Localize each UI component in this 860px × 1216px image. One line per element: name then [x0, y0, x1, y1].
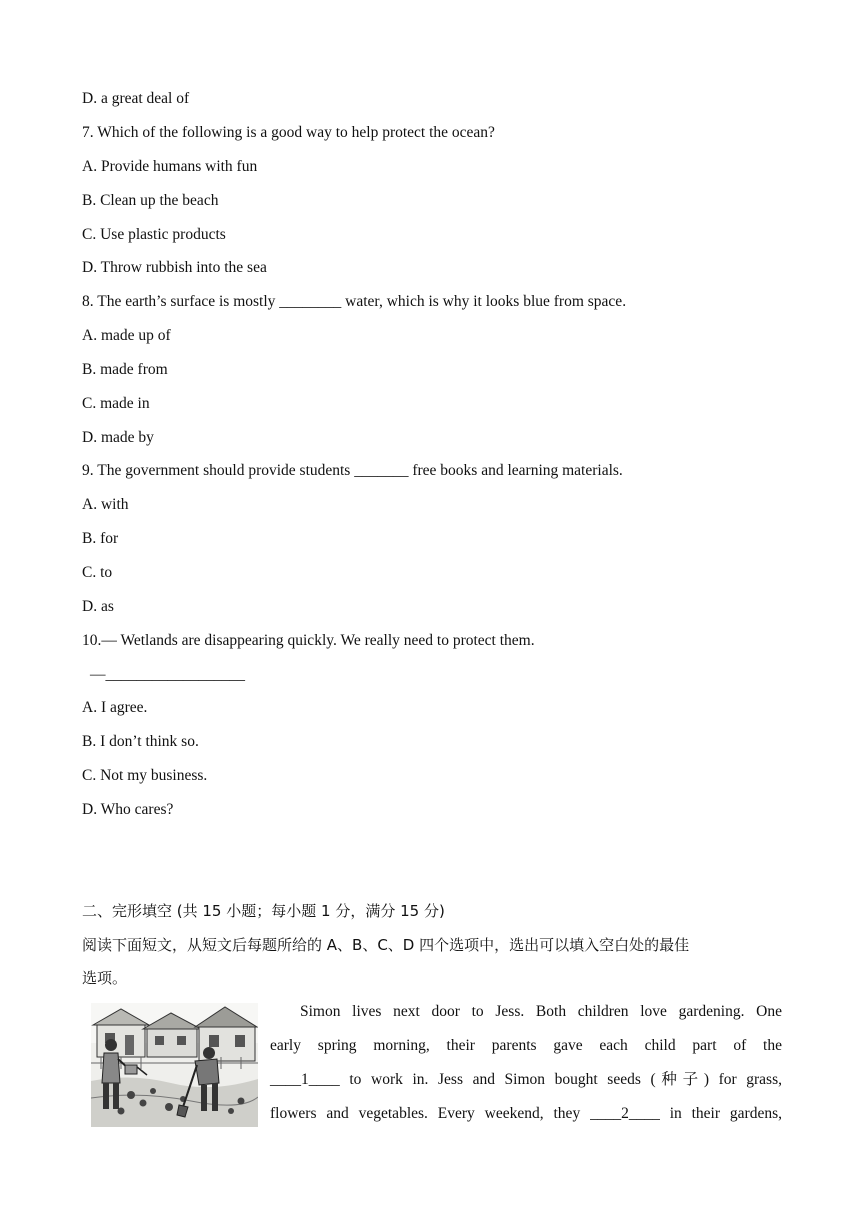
passage-line: early spring morning, their parents gave each child part of the [270, 1037, 782, 1054]
q10-option-d: D. Who cares? [82, 801, 174, 818]
q8-option-b: B. made from [82, 361, 168, 378]
q8-stem: 8. The earth’s surface is mostly ________ water, which is why it looks blue from space. [82, 293, 627, 310]
q9-option-a: A. with [82, 496, 129, 513]
q6-option-d: D. a great deal of [82, 90, 190, 107]
q8-option-d: D. made by [82, 429, 154, 446]
passage-line: flowers and vegetables. Every weekend, they ____2____ in their gardens, [270, 1105, 782, 1122]
section-2-heading: 二、完形填空 (共 15 小题；每小题 1 分，满分 15 分) [82, 902, 445, 920]
q10-option-b: B. I don’t think so. [82, 733, 199, 750]
section-2-instruction: 阅读下面短文，从短文后每题所给的 A、B、C、D 四个选项中，选出可以填入空白处的最佳 [82, 936, 690, 954]
section-2-instruction-cont: 选项。 [82, 969, 128, 987]
q8-option-a: A. made up of [82, 327, 171, 344]
q9-option-d: D. as [82, 598, 114, 615]
q10-stem: 10.— Wetlands are disappearing quickly. We really need to protect them. [82, 632, 535, 649]
q8-option-c: C. made in [82, 395, 150, 412]
passage-line: Simon lives next door to Jess. Both children love gardening. One [300, 1003, 782, 1020]
q9-stem: 9. The government should provide students _______ free books and learning materials. [82, 462, 623, 479]
q7-option-a: A. Provide humans with fun [82, 158, 258, 175]
q9-option-b: B. for [82, 530, 119, 547]
q7-option-b: B. Clean up the beach [82, 192, 219, 209]
gardening-sketch-icon [91, 1003, 258, 1127]
q10-option-a: A. I agree. [82, 699, 148, 716]
q9-option-c: C. to [82, 564, 113, 581]
passage-line: ____1____ to work in. Jess and Simon bought seeds (种子) for grass, [270, 1071, 782, 1088]
cloze-passage [270, 995, 782, 1131]
q10-option-c: C. Not my business. [82, 767, 208, 784]
gardening-illustration [91, 1003, 258, 1127]
q10-reply-blank: —__________________ [90, 666, 245, 683]
q7-option-c: C. Use plastic products [82, 226, 226, 243]
q7-option-d: D. Throw rubbish into the sea [82, 259, 267, 276]
q7-stem: 7. Which of the following is a good way to help protect the ocean? [82, 124, 495, 141]
